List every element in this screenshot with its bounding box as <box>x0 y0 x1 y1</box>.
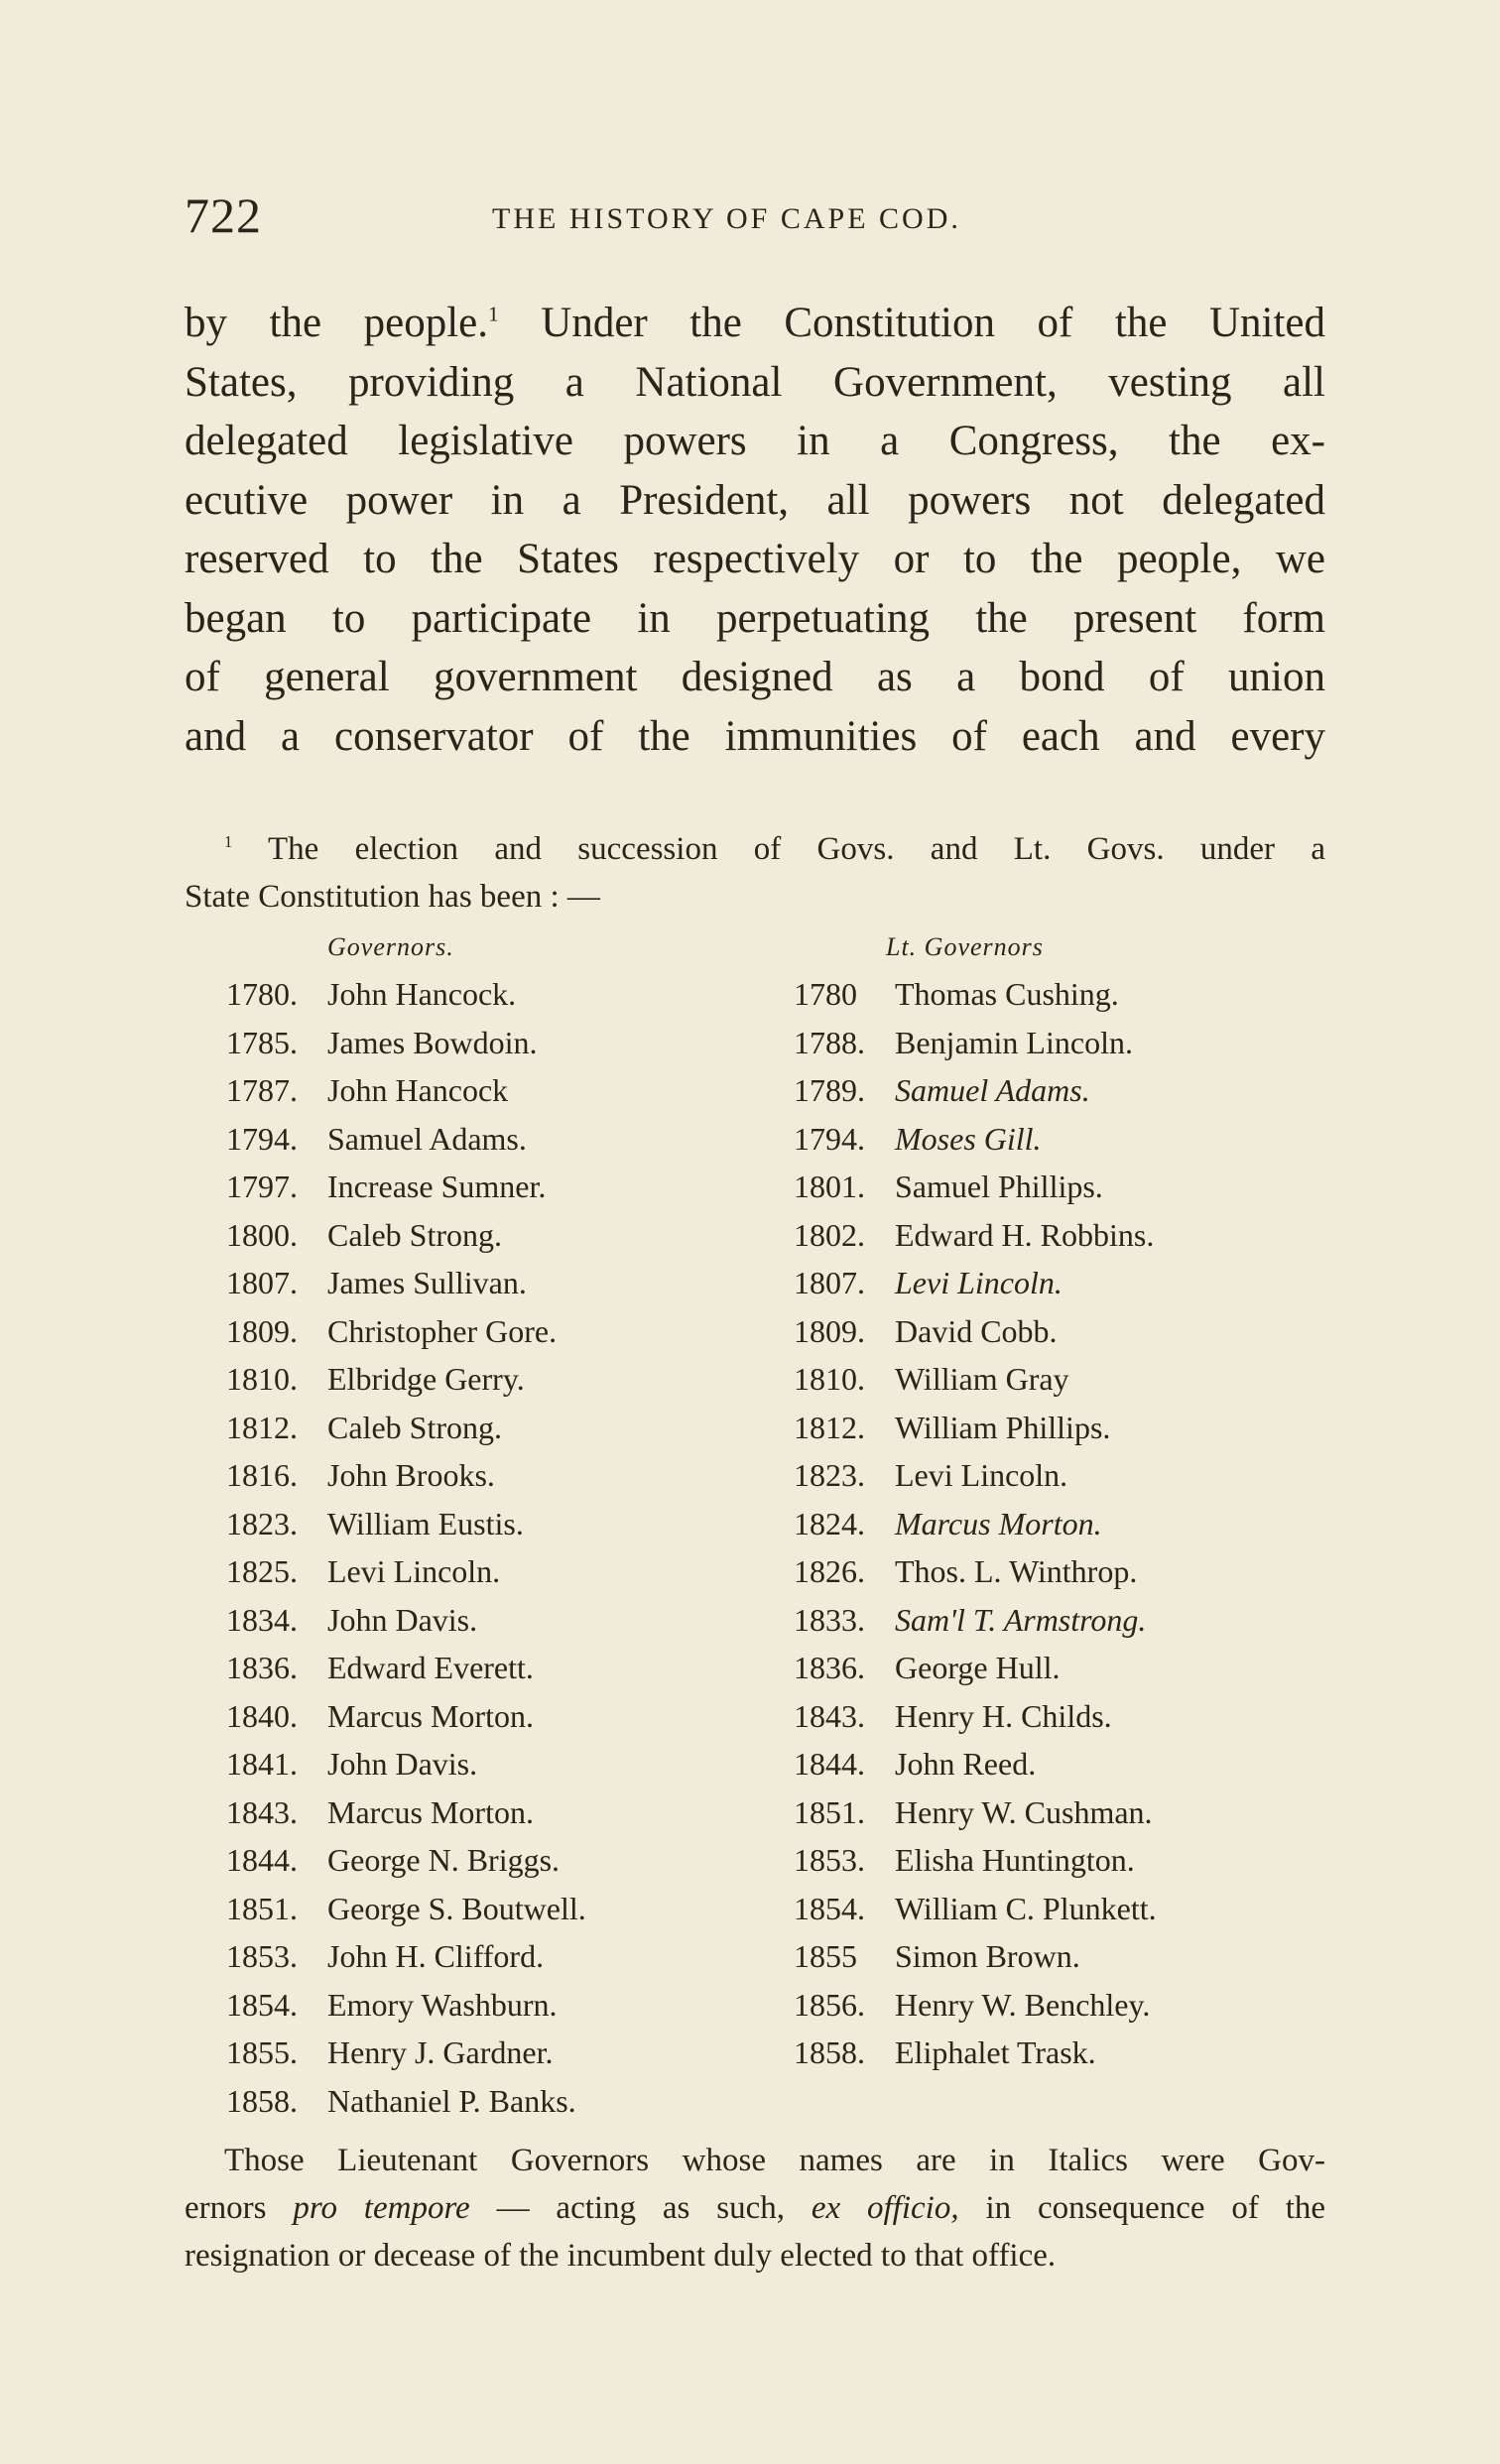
year: 1785. <box>226 1024 298 1060</box>
running-head: THE HISTORY OF CAPE COD. <box>492 202 961 235</box>
governor-entry <box>226 2077 586 2126</box>
lt-governor-entry <box>794 1836 1157 1885</box>
year: 1843. <box>226 1793 298 1830</box>
governor-entry <box>226 1066 586 1115</box>
name: Samuel Adams. <box>327 1120 527 1157</box>
year: 1809. <box>794 1312 865 1349</box>
body-line: and a conservator of the immunities of each and every <box>185 712 1325 760</box>
governor-entry <box>226 1547 586 1596</box>
body-line: States, providing a National Government, vesting all <box>185 358 1325 406</box>
year: 1826. <box>794 1553 865 1589</box>
year: 1780 <box>794 976 857 1012</box>
year: 1809. <box>226 1312 298 1349</box>
year: 1854. <box>794 1890 865 1926</box>
name: Benjamin Lincoln. <box>895 1024 1133 1060</box>
governor-entry <box>226 2029 586 2077</box>
year: 1853. <box>226 1938 298 1974</box>
name: Moses Gill. <box>895 1120 1042 1157</box>
name: Marcus Morton. <box>327 1793 534 1830</box>
year: 1834. <box>226 1601 298 1638</box>
lt-governor-entry <box>794 1211 1157 1260</box>
name: Caleb Strong. <box>327 1409 502 1445</box>
year: 1816. <box>226 1457 298 1493</box>
name: Eliphalet Trask. <box>895 2034 1096 2070</box>
name: John Reed. <box>895 1746 1037 1782</box>
name: Henry J. Gardner. <box>327 2034 554 2070</box>
page-header <box>185 186 1325 246</box>
lt-governor-entry <box>794 970 1157 1019</box>
governor-entry <box>226 1692 586 1741</box>
year: 1841. <box>226 1746 298 1782</box>
year: 1836. <box>794 1650 865 1685</box>
year: 1810. <box>794 1361 865 1397</box>
governor-entry <box>226 1259 586 1307</box>
body-paragraph <box>185 294 1325 766</box>
year: 1800. <box>226 1216 298 1253</box>
name: Samuel Adams. <box>895 1072 1090 1108</box>
governor-entry <box>226 1885 586 1933</box>
lt-governor-entry <box>794 1692 1157 1741</box>
year: 1843. <box>794 1697 865 1734</box>
name: Elisha Huntington. <box>895 1842 1135 1878</box>
governor-entry <box>226 1500 586 1548</box>
governors-list <box>226 970 586 2125</box>
governor-entry <box>226 1981 586 2030</box>
body-line: began to participate in perpetuating the present form <box>185 594 1325 642</box>
governor-entry <box>226 1115 586 1164</box>
name: John H. Clifford. <box>327 1938 545 1974</box>
name: Edward H. Robbins. <box>895 1216 1155 1253</box>
governor-entry <box>226 1163 586 1211</box>
name: Levi Lincoln. <box>327 1553 501 1589</box>
year: 1797. <box>226 1169 298 1204</box>
governor-entry <box>226 1307 586 1356</box>
name: Levi Lincoln. <box>895 1457 1068 1493</box>
footnote-closing: Those Lieutenant Governors whose names are in Italics were Gov- ernors pro tempore — acting as such, ex officio, in consequence of the resignation or decease of the incumbent duly elected to that office. <box>185 2143 1326 2274</box>
year: 1812. <box>226 1409 298 1445</box>
year: 1812. <box>794 1409 865 1445</box>
name: Edward Everett. <box>327 1650 534 1685</box>
year: 1801. <box>794 1169 865 1204</box>
governor-entry <box>226 1211 586 1260</box>
name: John Hancock. <box>327 976 517 1012</box>
lt-governor-entry <box>794 1355 1157 1404</box>
footnote-intro: $^1$ The election and succession of Govs. and Lt. Govs. under a State Constitution has been : — <box>185 831 1325 915</box>
year: 1855. <box>226 2034 298 2070</box>
body-line: delegated legislative powers in a Congress, the ex- <box>185 418 1325 464</box>
name: Elbridge Gerry. <box>327 1361 525 1397</box>
governor-entry <box>226 1932 586 1981</box>
body-line: by the people.$^1$ Under the Constitution of the United <box>185 300 1325 346</box>
governor-entry <box>226 970 586 1019</box>
lt-governor-entry <box>794 1066 1157 1115</box>
lt-governor-entry <box>794 1115 1157 1164</box>
lt-governor-entry <box>794 1500 1157 1548</box>
governor-entry <box>226 1644 586 1692</box>
year: 1853. <box>794 1842 865 1878</box>
governor-entry <box>226 1355 586 1404</box>
name: David Cobb. <box>895 1312 1058 1349</box>
name: Sam'l T. Armstrong. <box>895 1601 1147 1638</box>
lt-governor-entry <box>794 1596 1157 1645</box>
lt-governor-entry <box>794 1885 1157 1933</box>
year: 1854. <box>226 1986 298 2023</box>
year: 1856. <box>794 1986 865 2023</box>
name: Increase Sumner. <box>327 1169 547 1204</box>
name: Levi Lincoln. <box>895 1265 1062 1300</box>
page-number: 722 <box>185 187 262 243</box>
year: 1789. <box>794 1072 865 1108</box>
name: James Bowdoin. <box>327 1024 538 1060</box>
year: 1840. <box>226 1697 298 1734</box>
footnote-marker: 1 <box>224 832 233 851</box>
name: Simon Brown. <box>895 1938 1080 1974</box>
year: 1802. <box>794 1216 865 1253</box>
governor-entry <box>226 1404 586 1452</box>
body-line: reserved to the States respectively or to the people, we <box>185 536 1325 582</box>
governor-entry <box>226 1788 586 1837</box>
year: 1833. <box>794 1601 865 1638</box>
year: 1855 <box>794 1938 857 1974</box>
name: Christopher Gore. <box>327 1312 558 1349</box>
lt-governor-entry <box>794 1307 1157 1356</box>
name: George N. Briggs. <box>327 1842 561 1878</box>
name: William Gray <box>895 1361 1069 1397</box>
governor-entry <box>226 1451 586 1500</box>
name: John Hancock <box>327 1072 509 1108</box>
lt-governors-heading: Lt. Governors <box>886 932 1044 961</box>
year: 1780. <box>226 976 298 1012</box>
lt-governor-entry <box>794 1644 1157 1692</box>
lt-governor-entry <box>794 1019 1157 1067</box>
name: John Brooks. <box>327 1457 495 1493</box>
name: John Davis. <box>327 1746 478 1782</box>
year: 1823. <box>226 1505 298 1541</box>
year: 1807. <box>226 1265 298 1300</box>
lt-governor-entry <box>794 1404 1157 1452</box>
year: 1851. <box>226 1890 298 1926</box>
name: William Phillips. <box>895 1409 1111 1445</box>
year: 1844. <box>794 1746 865 1782</box>
governor-entry <box>226 1019 586 1067</box>
name: Samuel Phillips. <box>895 1169 1103 1204</box>
governor-entry <box>226 1740 586 1788</box>
year: 1858. <box>794 2034 865 2070</box>
name: Henry H. Childs. <box>895 1697 1112 1734</box>
name: Henry W. Cushman. <box>895 1793 1153 1830</box>
body-line: ecutive power in a President, all powers not delegated <box>185 476 1325 524</box>
name: Thomas Cushing. <box>895 976 1119 1012</box>
name: Marcus Morton. <box>327 1697 534 1734</box>
year: 1807. <box>794 1265 865 1300</box>
name: George S. Boutwell. <box>327 1890 586 1926</box>
year: 1824. <box>794 1505 865 1541</box>
lt-governor-entry <box>794 1740 1157 1788</box>
lt-governor-entry <box>794 1788 1157 1837</box>
name: James Sullivan. <box>327 1265 527 1300</box>
year: 1836. <box>226 1650 298 1685</box>
name: Henry W. Benchley. <box>895 1986 1151 2023</box>
name: Caleb Strong. <box>327 1216 502 1253</box>
lt-governor-entry <box>794 1547 1157 1596</box>
year: 1788. <box>794 1024 865 1060</box>
name: John Davis. <box>327 1601 478 1638</box>
lt-governor-entry <box>794 2029 1157 2077</box>
governor-entry <box>226 1596 586 1645</box>
lt-governor-entry <box>794 1932 1157 1981</box>
lt-governor-entry <box>794 1259 1157 1307</box>
body-line: of general government designed as a bond of union <box>185 654 1325 700</box>
lt-governor-entry <box>794 1981 1157 2030</box>
lt-governor-entry <box>794 1451 1157 1500</box>
year: 1851. <box>794 1793 865 1830</box>
year: 1787. <box>226 1072 298 1108</box>
name: Nathaniel P. Banks. <box>327 2082 576 2119</box>
footnote-reference: 1 <box>487 302 499 326</box>
year: 1794. <box>794 1120 865 1157</box>
year: 1794. <box>226 1120 298 1157</box>
year: 1823. <box>794 1457 865 1493</box>
year: 1825. <box>226 1553 298 1589</box>
lt-governors-list <box>794 970 1157 2077</box>
year: 1810. <box>226 1361 298 1397</box>
year: 1858. <box>226 2082 298 2119</box>
name: William C. Plunkett. <box>895 1890 1157 1926</box>
name: William Eustis. <box>327 1505 524 1541</box>
name: Thos. L. Winthrop. <box>895 1553 1138 1589</box>
governors-heading: Governors. <box>327 932 454 961</box>
governor-entry <box>226 1836 586 1885</box>
name: Marcus Morton. <box>895 1505 1102 1541</box>
year: 1844. <box>226 1842 298 1878</box>
lt-governor-entry <box>794 1163 1157 1211</box>
name: George Hull. <box>895 1650 1061 1685</box>
name: Emory Washburn. <box>327 1986 558 2023</box>
